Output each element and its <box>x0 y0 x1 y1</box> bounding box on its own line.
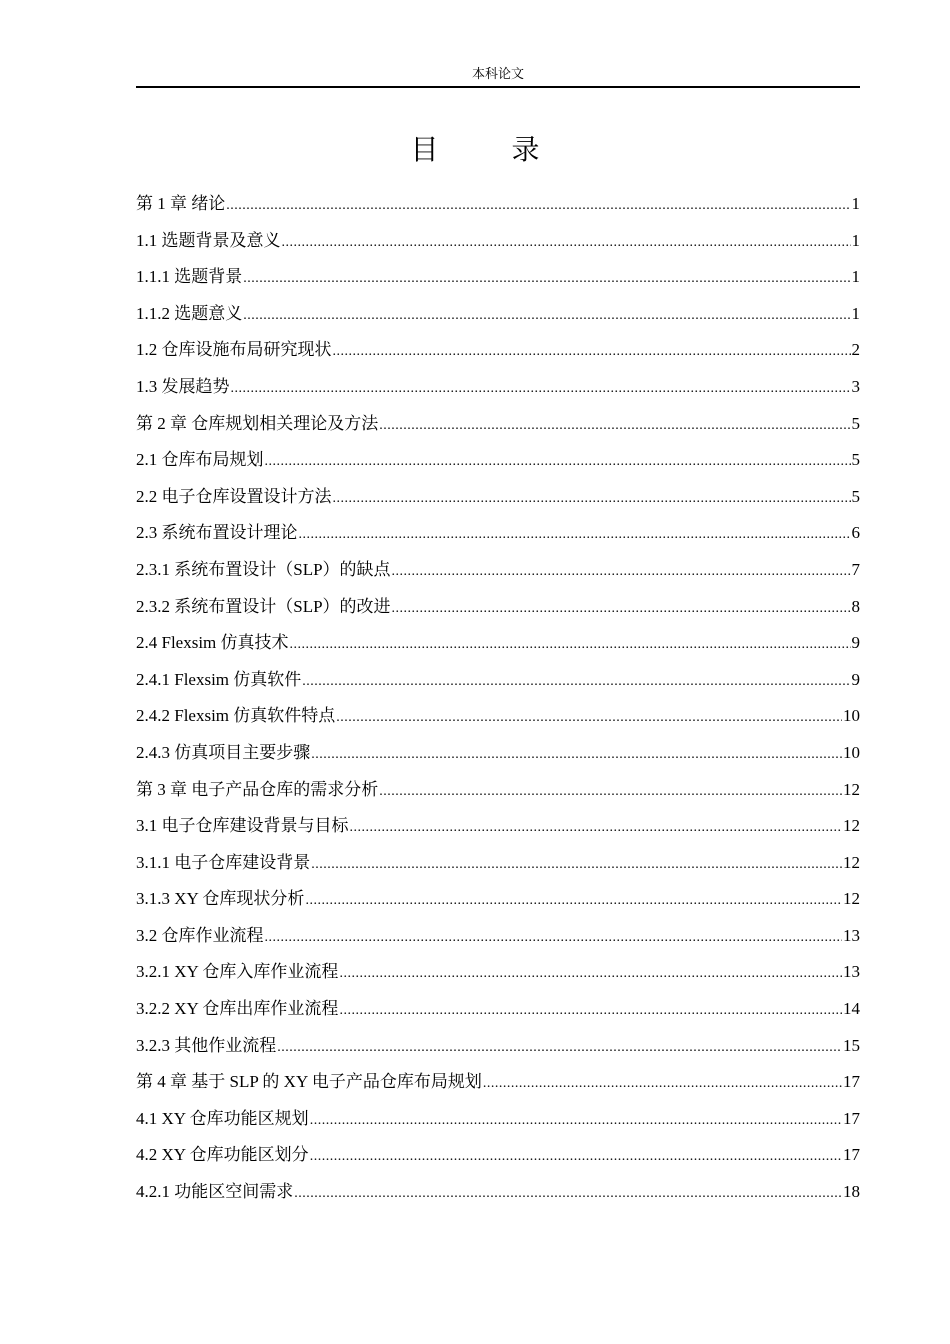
page-header <box>136 64 860 88</box>
toc-entry-page-number: 17 <box>843 1145 860 1165</box>
toc-entry[interactable] <box>136 552 860 589</box>
toc-dot-leader <box>302 664 850 701</box>
toc-entry-label: 3.2.2 XY 仓库出库作业流程 <box>136 999 339 1019</box>
toc-entry-page-number: 13 <box>843 925 860 945</box>
toc-entry-label: 1.1 选题背景及意义 <box>136 230 281 250</box>
toc-entry-page-number: 3 <box>851 376 860 396</box>
toc-entry-label: 2.4 Flexsim 仿真技术 <box>136 633 289 653</box>
toc-entry-page-number: 5 <box>851 486 860 506</box>
toc-entry[interactable] <box>136 223 860 260</box>
toc-entry-label: 4.2 XY 仓库功能区划分 <box>136 1145 309 1165</box>
toc-entry[interactable] <box>136 1028 860 1065</box>
toc-entry[interactable] <box>136 735 860 772</box>
toc-dot-leader <box>350 810 843 847</box>
toc-entry[interactable] <box>136 698 860 735</box>
toc-dot-leader <box>379 408 850 445</box>
toc-dot-leader <box>336 700 842 737</box>
toc-entry-label: 2.3.1 系统布置设计（SLP）的缺点 <box>136 559 391 579</box>
toc-entry-page-number: 18 <box>843 1182 860 1202</box>
toc-entry[interactable] <box>136 479 860 516</box>
toc-entry-page-number: 9 <box>851 633 860 653</box>
toc-entry[interactable] <box>136 991 860 1028</box>
table-of-contents <box>136 186 860 1211</box>
toc-entry-page-number: 1 <box>851 194 860 213</box>
toc-entry[interactable] <box>136 259 860 296</box>
toc-entry-page-number: 13 <box>843 962 860 982</box>
toc-entry-page-number: 5 <box>851 413 860 433</box>
toc-entry-page-number: 1 <box>851 267 860 287</box>
toc-entry[interactable] <box>136 515 860 552</box>
toc-dot-leader <box>231 371 851 408</box>
toc-entry[interactable] <box>136 1174 860 1211</box>
toc-entry-page-number: 2 <box>851 340 860 360</box>
toc-entry-label: 第 3 章 电子产品仓库的需求分析 <box>136 779 379 799</box>
toc-dot-leader <box>333 481 851 518</box>
toc-entry-label: 1.3 发展趋势 <box>136 376 230 396</box>
toc-entry-page-number: 12 <box>843 779 860 799</box>
toc-entry-label: 3.2 仓库作业流程 <box>136 925 264 945</box>
toc-entry[interactable] <box>136 589 860 626</box>
toc-entry[interactable] <box>136 954 860 991</box>
toc-entry-label: 3.1.3 XY 仓库现状分析 <box>136 889 305 909</box>
toc-entry-page-number: 12 <box>843 852 860 872</box>
toc-dot-leader <box>243 261 850 298</box>
toc-entry[interactable] <box>136 625 860 662</box>
toc-entry-label: 2.1 仓库布局规划 <box>136 450 264 470</box>
toc-entry[interactable] <box>136 406 860 443</box>
toc-entry[interactable] <box>136 442 860 479</box>
toc-entry-label: 2.3 系统布置设计理论 <box>136 523 298 543</box>
toc-entry[interactable] <box>136 662 860 699</box>
toc-entry[interactable] <box>136 918 860 955</box>
toc-dot-leader <box>305 883 842 920</box>
toc-entry-label: 1.1.2 选题意义 <box>136 303 243 323</box>
toc-entry-label: 2.4.2 Flexsim 仿真软件特点 <box>136 706 336 726</box>
toc-dot-leader <box>333 334 851 371</box>
toc-entry-page-number: 17 <box>843 1072 860 1092</box>
toc-entry[interactable] <box>136 296 860 333</box>
toc-entry-page-number: 12 <box>843 816 860 836</box>
toc-entry[interactable] <box>136 845 860 882</box>
toc-dot-leader <box>277 1030 842 1067</box>
toc-entry-page-number: 10 <box>843 742 860 762</box>
toc-entry-page-number: 15 <box>843 1035 860 1055</box>
toc-entry-label: 1.1.1 选题背景 <box>136 267 243 287</box>
toc-entry[interactable] <box>136 1101 860 1138</box>
toc-entry-label: 第 2 章 仓库规划相关理论及方法 <box>136 413 379 433</box>
toc-entry[interactable] <box>136 881 860 918</box>
toc-entry-page-number: 14 <box>843 999 860 1019</box>
toc-dot-leader <box>339 993 842 1030</box>
toc-dot-leader <box>311 737 842 774</box>
toc-entry-page-number: 8 <box>851 596 860 616</box>
toc-entry-label: 1.2 仓库设施布局研究现状 <box>136 340 332 360</box>
toc-dot-leader <box>483 1066 842 1103</box>
toc-entry-page-number: 6 <box>851 523 860 543</box>
toc-entry[interactable] <box>136 332 860 369</box>
toc-entry[interactable] <box>136 1064 860 1101</box>
toc-entry-page-number: 1 <box>851 303 860 323</box>
toc-dot-leader <box>310 1139 842 1176</box>
toc-dot-leader <box>265 920 843 957</box>
toc-dot-leader <box>310 1103 842 1140</box>
toc-entry-label: 3.2.3 其他作业流程 <box>136 1035 277 1055</box>
toc-dot-leader <box>290 627 851 664</box>
toc-entry-label: 3.1.1 电子仓库建设背景 <box>136 852 311 872</box>
toc-dot-leader <box>282 225 851 262</box>
toc-dot-leader <box>379 774 842 811</box>
toc-dot-leader <box>226 188 850 225</box>
toc-entry-label: 2.3.2 系统布置设计（SLP）的改进 <box>136 596 391 616</box>
toc-entry-label: 第 4 章 基于 SLP 的 XY 电子产品仓库布局规划 <box>136 1072 482 1092</box>
toc-entry[interactable] <box>136 186 860 223</box>
toc-entry-label: 2.2 电子仓库设置设计方法 <box>136 486 332 506</box>
toc-entry[interactable] <box>136 808 860 845</box>
toc-entry-page-number: 1 <box>851 230 860 250</box>
toc-dot-leader <box>265 444 851 481</box>
toc-dot-leader <box>243 298 850 335</box>
toc-entry-page-number: 12 <box>843 889 860 909</box>
toc-dot-leader <box>392 591 851 628</box>
toc-entry[interactable] <box>136 369 860 406</box>
toc-entry[interactable] <box>136 1137 860 1174</box>
toc-dot-leader <box>339 956 842 993</box>
toc-dot-leader <box>299 517 851 554</box>
toc-entry[interactable] <box>136 772 860 809</box>
toc-entry-label: 2.4.3 仿真项目主要步骤 <box>136 742 311 762</box>
toc-dot-leader <box>392 554 851 591</box>
toc-entry-page-number: 5 <box>851 450 860 470</box>
header-text: 本科论文 <box>471 66 524 81</box>
toc-entry-page-number: 7 <box>851 559 860 579</box>
toc-entry-label: 3.2.1 XY 仓库入库作业流程 <box>136 962 339 982</box>
page-title: 目 录 <box>410 133 572 166</box>
toc-entry-label: 4.1 XY 仓库功能区规划 <box>136 1108 309 1128</box>
toc-entry-label: 2.4.1 Flexsim 仿真软件 <box>136 669 302 689</box>
toc-entry-label: 4.2.1 功能区空间需求 <box>136 1182 294 1202</box>
toc-entry-page-number: 17 <box>843 1108 860 1128</box>
toc-entry-label: 3.1 电子仓库建设背景与目标 <box>136 816 349 836</box>
toc-entry-label: 第 1 章 绪论 <box>136 194 226 213</box>
toc-dot-leader <box>311 847 842 884</box>
toc-entry-page-number: 9 <box>851 669 860 689</box>
toc-dot-leader <box>294 1176 842 1213</box>
toc-entry-page-number: 10 <box>843 706 860 726</box>
